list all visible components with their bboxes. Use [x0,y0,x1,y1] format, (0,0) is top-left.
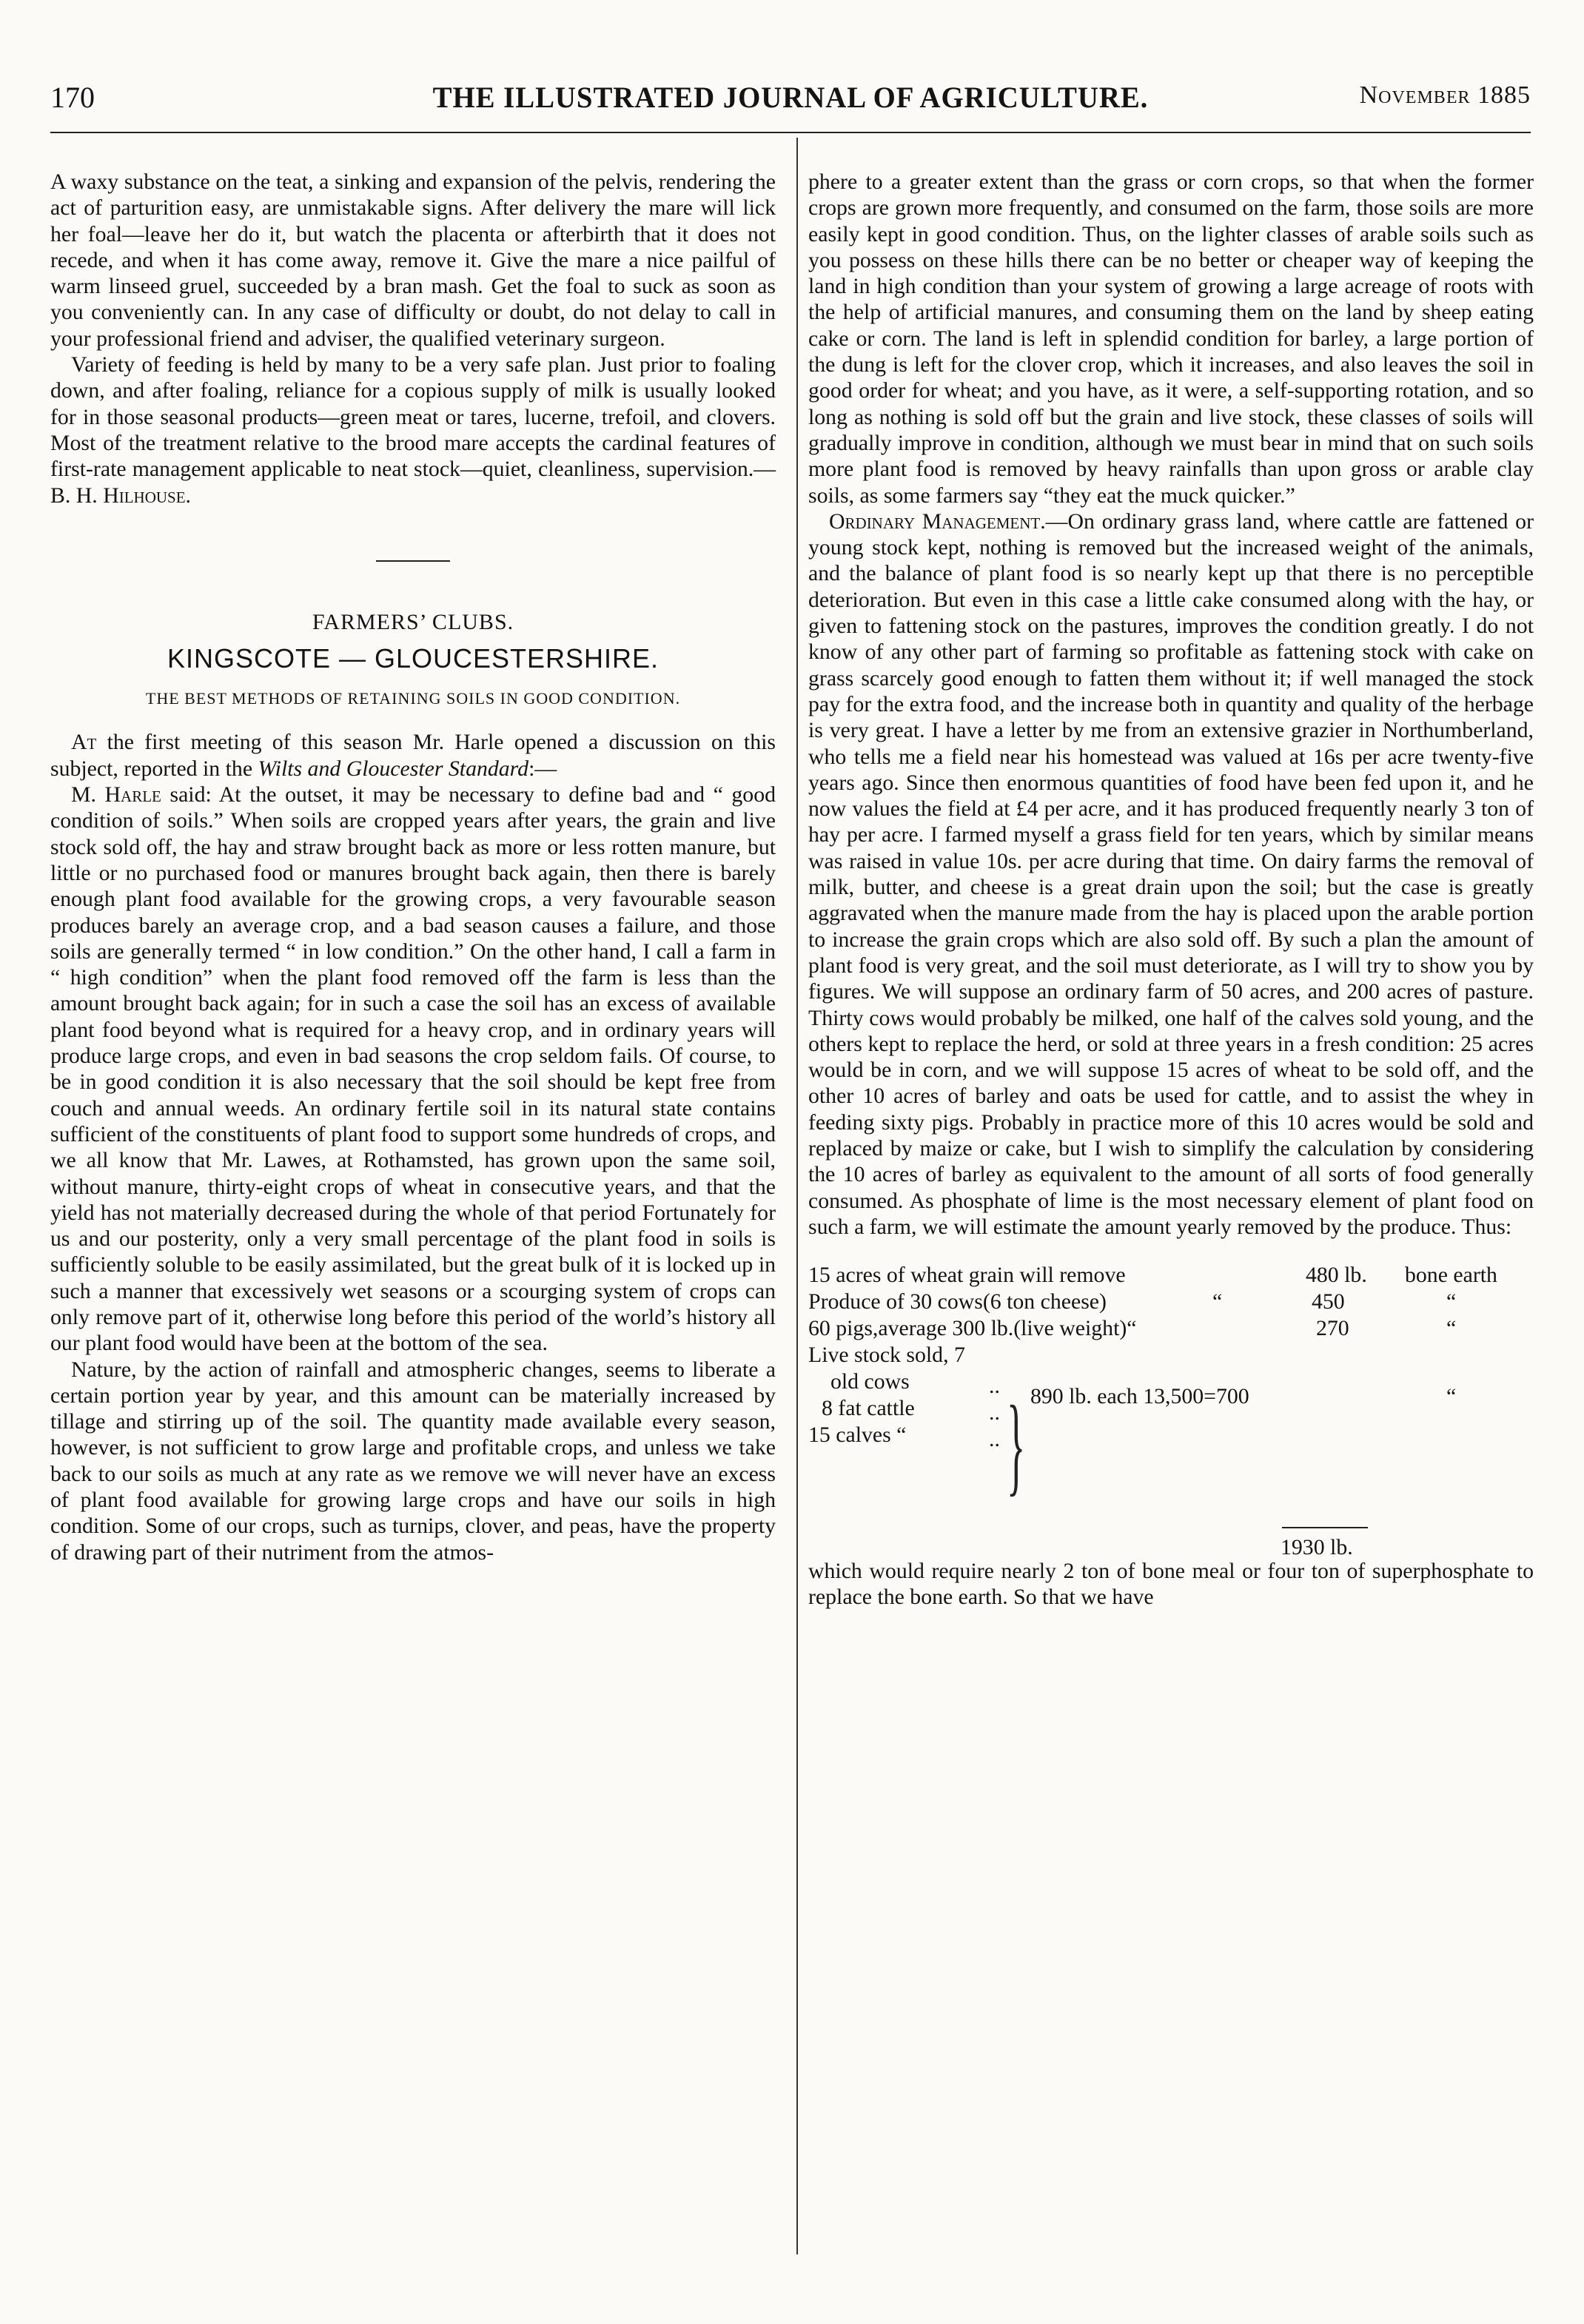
paragraph-text-end: :— [528,756,557,781]
right-column [808,169,1534,1611]
speaker-name: M. Harle [71,782,161,807]
section-caption: THE BEST METHODS OF RETAINING SOILS IN GOOD CONDITION. [145,689,681,708]
running-header [50,80,1531,117]
header-rule [50,132,1531,133]
table-row-label: Live stock sold, 7 [808,1343,965,1368]
paragraph-harle-speech [50,782,776,1357]
ditto-dots: .. [989,1427,1000,1452]
grouped-calculation: 890 lb. each 13,500=700 [1030,1384,1249,1409]
paragraph-ordinary-management [808,508,1534,1240]
table-row-amount: 270 [1316,1316,1349,1341]
paragraph-variety-of-feeding [50,352,776,508]
paragraph-nature: Nature, by the action of rainfall and atmospheric changes, seems to liberate a certain portion year by year, and this amount can be materially increased by tillage and stirring up of the soil. The quantity made available every season, however, is not sufficient to grow large and profitable crops, and unless we take back to our soils as much at any rate as we remove we will never have an excess of plant food available for growing large crops and have our soils in high condition. Some of our crops, such as turnips, clover, and peas, have the property of drawing part of their nutriment from the atmos- [50,1357,776,1565]
page-number: 170 [50,81,95,114]
newspaper-name: Wilts and Gloucester Standard [258,756,529,781]
issue-date: November 1885 [1359,81,1531,109]
paragraph-text: —On ordinary grass land, where cattle are fattened or young stock kept, nothing is removed but the increased weight of the animals, and the balance of plant food is so nearly kept up that there is no perceptible deterioration. But even in this case a little cake consumed along with the hay, or given to fattening stock on the pastures, improves the condition greatly. I do not know of any other part of farming so profitable as fattening stock with cake on grass scarcely good enough to fatten them without it; if well managed the stock pay for the extra food, and the increase both in quantity and quality of the herbage is very great. I have a letter by me from an extensive grazier in Northumberland, who tells me a field near his homestead was valued at 16s per acre twenty-five years ago. Since then enormous quantities of food have been fed upon it, and he now values the field at £4 per acre, and it has produced frequently nearly 3 ton of hay per acre. I farmed myself a grass field for ten years, which by similar means was raised in value 10s. per acre during that time. On dairy farms the removal of milk, butter, and cheese is a great drain upon the soil; but the case is greatly aggravated when the manure made from the hay is placed upon the arable portion to increase the grain crops which are also sold off. By such a plan the amount of plant food is very great, and the soil must deteriorate, as I will try to show you by figures. We will suppose an ordinary farm of 50 acres, and 200 acres of pasture. Thirty cows would probably be milked, one half of the calves sold young, and the others kept to replace the herd, or sold at three years in a fresh condition: 25 acres would be in corn, and we will suppose 15 acres of wheat to be sold off, and the other 10 acres of barley and oats be used for cattle, and to assist the whey in feeding sixty pigs. Probably in practice more of this 10 acres would be sold and replaced by maize or cake, but I wish to simplify the calculation by considering the 10 acres of barley as equivalent to the amount of all sorts of food generally consumed. As phosphate of lime is the most necessary element of plant food on such a farm, we will estimate the amount yearly removed by the produce. Thus: [808,508,1534,1239]
ditto-mark: “ [1446,1384,1457,1409]
subheading: Ordinary Management. [829,508,1046,534]
journal-title: THE ILLUSTRATED JOURNAL OF AGRICULTURE. [432,81,1149,114]
phosphate-removal-table [808,1262,1534,1558]
ditto-mark: “ [1212,1289,1223,1314]
table-row-amount: 480 lb. [1306,1263,1367,1288]
paragraph-continued: phere to a greater extent than the grass or corn crops, so that when the former crops are grown more frequently, and consumed on the farm, those soils are more easily kept in good condition. Thus, on the lighter classes of arable soils such as you possess on these hills there can be no better or cheaper way of keeping the land in high condition than your system of growing a large acreage of roots with the help of artificial manures, and consuming them on the land by sheep eating cake or corn. The land is left in splendid condition for barley, a large portion of the dung is left for the clover crop, which it increases, and also leaves the soil in good order for wheat; and you have, as it were, a self-supporting rotation, and so long as nothing is sold off but the grain and live stock, these classes of soils will gradually improve in condition, although we must bear in mind that on such soils more plant food is removed by heavy rainfalls than upon gross or arable clay soils, as some farmers say “they eat the muck quicker.” [808,169,1534,508]
table-row-label: 15 calves “ [808,1423,907,1448]
section-title: FARMERS’ CLUBS. [312,609,514,634]
grouping-brace: } [1007,1383,1026,1507]
paragraph-foaling-signs: A waxy substance on the teat, a sinking and expansion of the pelvis, rendering the act of parturition easy, are unmistakable signs. After delivery the mare will lick her foal—leave her do it, but watch the placenta or afterbirth that it does not recede, and when it has come away, remove it. Give the mare a nice pailful of warm linseed gruel, succeeded by a bran mash. Get the foal to suck as soon as you conveniently can. In any case of difficulty or doubt, do not delay to call in your professional friend and adviser, the qualified veterinary surgeon. [50,169,776,351]
paragraph-bone-meal: which would require nearly 2 ton of bone meal or four ton of superphosphate to replace the bone earth. So that we have [808,1559,1534,1610]
table-row-label: 60 pigs,average 300 lb.(live weight)“ [808,1316,1137,1341]
paragraph-meeting-intro [50,729,776,782]
paragraph-text: the first meeting of this season Mr. Harle opened a discussion on this subject, reported in the [50,730,776,781]
paragraph-text: said: At the outset, it may be necessary to define bad and “ good condition of soils.” When soils are cropped years after years, the grain and live stock sold off, the hay and straw brought back as more or less rotten manure, but little or no purchased food or manures brought back again, then there is barely enough plant food available for the growing crops, a very favourable season produces barely an average crop, and a bad season causes a failure, and those soils are generally termed “ in low condition.” On the other hand, I call a farm in “ high condition” when the plant food removed off the farm is less than the amount brought back again; for in such a case the soil has an excess of available plant food beyond what is required for a heavy crop, and in ordinary years will produce large crops, and even in bad seasons the crop seldom fails. Of course, to be in good condition it is also necessary that the soil should be kept free from couch and annual weeds. An ordinary fertile soil in its natural state contains sufficient of the constituents of plant food to support some hundreds of crops, and we all know that Mr. Lawes, at Rothamsted, has grown upon the same soil, without manure, thirty-eight crops of wheat in consecutive years, and that the yield has not materially decreased during the whole of that period Fortunately for us and our posterity, only a very small percentage of the plant food in soils is sufficiently soluble to be easily assimilated, but the great bulk of it is locked up in such a manner that excessively wet seasons or a scourging system of crops can only remove part of it, otherwise long before this period of the world’s history all our plant food would have been at the bottom of the sea. [50,782,776,1356]
author-signature: B. H. Hilhouse. [50,483,191,508]
paragraph-text: Variety of feeding is held by many to be a very safe plan. Just prior to foaling down, and after foaling, reliance for a copious supply of milk is usually looked for in those seasonal products—green meat or tares, lucerne, trefoil, and clovers. Most of the treatment relative to the brood mare accepts the cardinal features of first-rate management applicable to neat stock—quiet, cleanliness, supervision.— [50,352,776,482]
table-row-amount: 450 [1312,1289,1345,1314]
total-rule [1282,1527,1368,1528]
ditto-dots: .. [989,1400,1000,1425]
table-row-unit: bone earth [1405,1263,1497,1288]
table-row-label: old cows [830,1369,910,1394]
left-column [50,169,776,1565]
ditto-mark: “ [1446,1289,1457,1314]
table-total: 1930 lb. [1281,1535,1353,1560]
section-divider [376,560,450,562]
table-row-label: 8 fat cattle [822,1396,915,1421]
section-subtitle: KINGSCOTE — GLOUCESTERSHIRE. [167,643,660,674]
lead-word: At [71,730,97,755]
column-divider [796,138,798,2254]
ditto-mark: “ [1446,1316,1457,1341]
ditto-dots: .. [989,1374,1000,1399]
table-row-label: 15 acres of wheat grain will remove [808,1263,1126,1288]
table-row-label: Produce of 30 cows(6 ton cheese) [808,1289,1107,1314]
